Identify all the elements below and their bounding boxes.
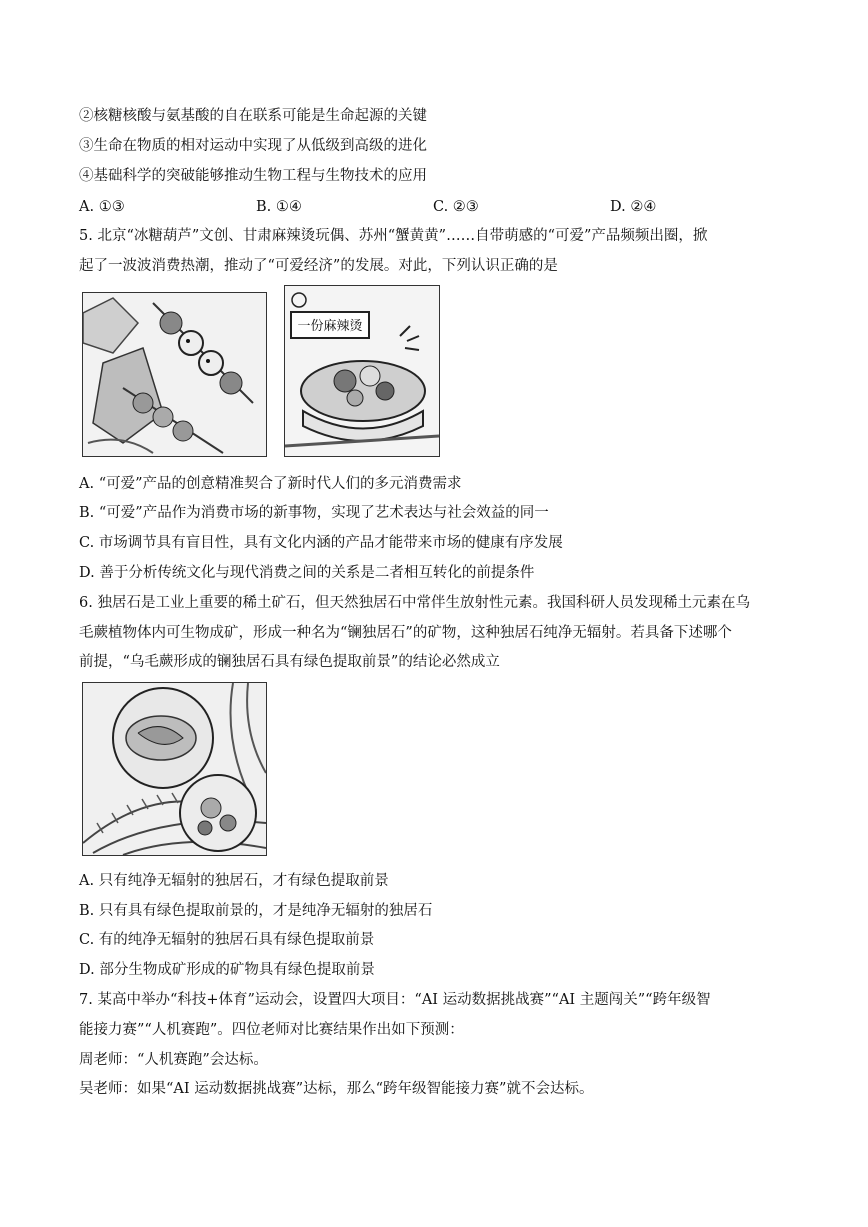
q7-teacher-wu: 吴老师：如果“AI 运动数据挑战赛”达标，那么“跨年级智能接力赛”就不会达标。 (79, 1081, 594, 1097)
q4-option-d[interactable]: D. ②④ (610, 199, 657, 215)
q5-option-a[interactable]: A. “可爱”产品的创意精准契合了新时代人们的多元消费需求 (79, 476, 462, 492)
q5-stem-line1: 5. 北京“冰糖葫芦”文创、甘肃麻辣烫玩偶、苏州“蟹黄黄”……自带萌感的“可爱”产品频频出圈，掀 (79, 228, 708, 244)
q5-stem-line2: 起了一波波消费热潮，推动了“可爱经济”的发展。对此，下列认识正确的是 (79, 258, 558, 274)
q6-option-a[interactable]: A. 只有纯净无辐射的独居石，才有绿色提取前景 (79, 873, 389, 889)
statement-3: ③生命在物质的相对运动中实现了从低级到高级的进化 (79, 138, 427, 154)
q4-option-a[interactable]: A. ①③ (79, 199, 125, 215)
q7-stem-line2: 能接力赛”“人机赛跑”。四位老师对比赛结果作出如下预测： (79, 1022, 464, 1038)
q7-stem-line1: 7. 某高中举办“科技+体育”运动会，设置四大项目：“AI 运动数据挑战赛”“AI 主题闯关”“跨年级智 (79, 992, 711, 1008)
q4-option-c[interactable]: C. ②③ (433, 199, 479, 215)
q6-option-b[interactable]: B. 只有具有绿色提取前景的，才是纯净无辐射的独居石 (79, 903, 433, 919)
q5-option-c[interactable]: C. 市场调节具有盲目性，具有文化内涵的产品才能带来市场的健康有序发展 (79, 535, 563, 551)
q5-image-label: 一份麻辣烫 (297, 319, 363, 334)
q4-option-b[interactable]: B. ①④ (256, 199, 302, 215)
q6-stem-line2: 毛蕨植物体内可生物成矿，形成一种名为“镧独居石”的矿物，这种独居石纯净无辐射。若具备下述哪个 (79, 625, 732, 641)
statement-2: ②核糖核酸与氨基酸的自在联系可能是生命起源的关键 (79, 108, 427, 124)
q6-option-d[interactable]: D. 部分生物成矿形成的矿物具有绿色提取前景 (79, 962, 375, 978)
q7-teacher-zhou: 周老师：“人机赛跑”会达标。 (79, 1052, 268, 1068)
q5-option-d[interactable]: D. 善于分析传统文化与现代消费之间的关系是二者相互转化的前提条件 (79, 565, 535, 581)
q5-image-malatang (284, 285, 440, 457)
q6-option-c[interactable]: C. 有的纯净无辐射的独居石具有绿色提取前景 (79, 932, 375, 948)
q6-image-fern-monazite (82, 682, 267, 856)
q5-option-b[interactable]: B. “可爱”产品作为消费市场的新事物，实现了艺术表达与社会效益的同一 (79, 505, 549, 521)
q6-stem-line1: 6. 独居石是工业上重要的稀土矿石，但天然独居石中常伴生放射性元素。我国科研人员发现稀土元素在乌 (79, 595, 750, 611)
q6-stem-line3: 前提，“乌毛蕨形成的镧独居石具有绿色提取前景”的结论必然成立 (79, 654, 500, 670)
q5-image-candied-haws (82, 292, 267, 457)
statement-4: ④基础科学的突破能够推动生物工程与生物技术的应用 (79, 168, 427, 184)
